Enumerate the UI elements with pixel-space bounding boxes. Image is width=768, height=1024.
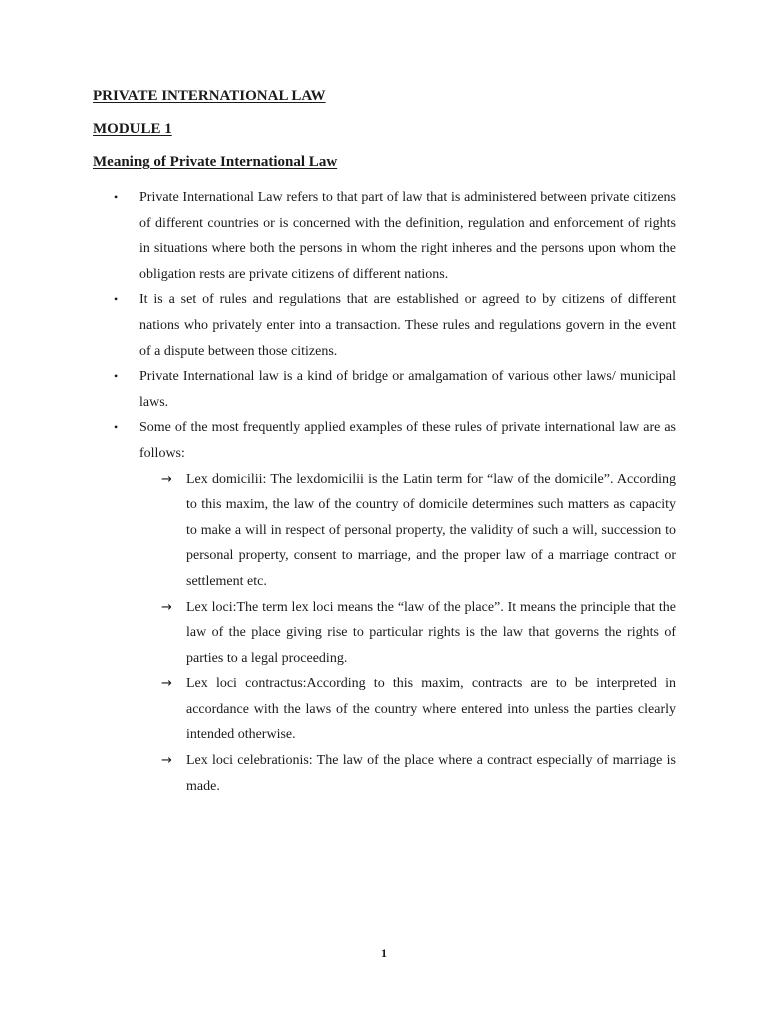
arrow-right-icon: → (161, 599, 172, 615)
bullet-list (93, 185, 676, 799)
arrow-right-icon: → (161, 471, 172, 487)
bullet-icon: • (114, 292, 119, 307)
bullet-icon: • (114, 420, 119, 435)
examples-list (93, 467, 676, 800)
bullet-text: Private International Law refers to that part of law that is administered between private citizens of different countries or is concerned with the definition, regulation and enforcement of rights in situations where both the persons in whom the right inheres and the persons upon whom the obligation rests are private citizens of different nations. (139, 190, 676, 282)
list-item (93, 364, 676, 415)
list-item (93, 415, 676, 799)
list-item (93, 287, 676, 364)
example-text: Lex loci celebrationis: The law of the place where a contract especially of marriage is made. (186, 753, 676, 794)
section-heading: Meaning of Private International Law (93, 154, 338, 170)
bullet-icon: • (114, 190, 119, 204)
list-item (93, 748, 676, 799)
page-number: 1 (381, 946, 387, 960)
example-text: Lex loci contractus:According to this maxim, contracts are to be interpreted in accordance with the laws of the country where entered into unless the parties clearly intended otherwise. (186, 676, 676, 743)
bullet-icon: • (114, 369, 119, 384)
arrow-right-icon: → (161, 753, 172, 769)
list-item (93, 595, 676, 672)
list-item (93, 185, 676, 287)
bullet-text: Some of the most frequently applied examples of these rules of private international law are as follows: (139, 420, 676, 461)
document-title: PRIVATE INTERNATIONAL LAW (93, 88, 326, 104)
bullet-text: It is a set of rules and regulations that are established or agreed to by citizens of different nations who privately enter into a transaction. These rules and regulations govern in the event of a dispute between those citizens. (139, 292, 676, 359)
bullet-text: Private International law is a kind of bridge or amalgamation of various other laws/ municipal laws. (139, 369, 676, 410)
list-item (93, 467, 676, 595)
arrow-right-icon: → (161, 676, 172, 692)
list-item (93, 671, 676, 748)
document-page (93, 86, 676, 799)
example-text: Lex loci:The term lex loci means the “law of the place”. It means the principle that the law of the place giving rise to particular rights is the law that governs the rights of parties to a legal proceeding. (186, 599, 676, 666)
example-text: Lex domicilii: The lexdomicilii is the Latin term for “law of the domicile”. According to this maxim, the law of the country of domicile determines such matters as capacity to make a will in respect of personal property, the validity of such a will, succession to personal property, consent to marriage, and the proper law of a marriage contract or settlement etc. (186, 471, 676, 589)
module-heading: MODULE 1 (93, 121, 172, 137)
